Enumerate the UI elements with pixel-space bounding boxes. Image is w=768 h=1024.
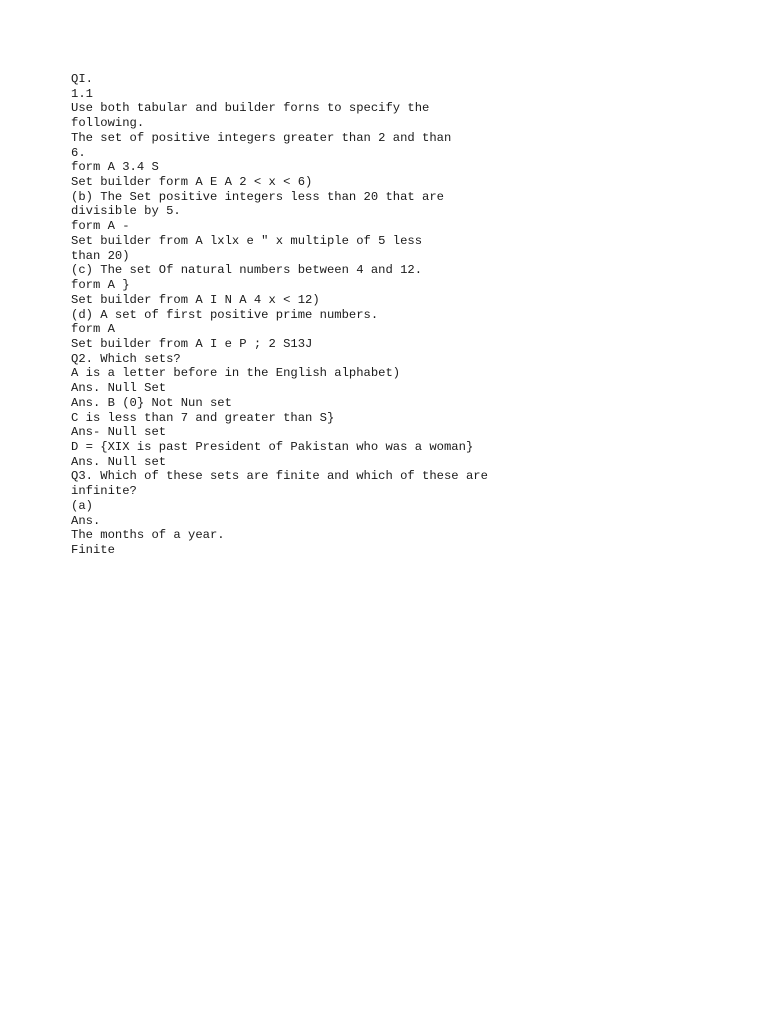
text-line: (b) The Set positive integers less than 20 that are bbox=[71, 189, 444, 204]
text-line: form A bbox=[71, 322, 115, 337]
text-line: form A } bbox=[71, 278, 130, 293]
text-line: than 20) bbox=[71, 248, 130, 263]
text-line: Set builder from A lxlx e " x multiple of 5 less bbox=[71, 233, 423, 248]
text-line: Q2. Which sets? bbox=[71, 351, 181, 366]
text-line: Ans. bbox=[71, 513, 101, 528]
text-line: Use both tabular and builder forns to specify the bbox=[71, 101, 430, 116]
text-line: divisible by 5. bbox=[71, 204, 181, 219]
text-line: Finite bbox=[71, 543, 115, 557]
text-line: following. bbox=[71, 116, 145, 131]
text-line: C is less than 7 and greater than S} bbox=[71, 410, 335, 425]
text-line: (c) The set Of natural numbers between 4 and 12. bbox=[71, 263, 423, 278]
text-line: A is a letter before in the English alphabet) bbox=[71, 366, 401, 381]
text-line: Set builder form A E A 2 < x < 6) bbox=[71, 175, 313, 190]
text-line: Set builder from A I N A 4 x < 12) bbox=[71, 292, 320, 307]
text-line: Ans. B (0} Not Nun set bbox=[71, 395, 232, 410]
text-line: Ans- Null set bbox=[71, 425, 167, 440]
text-line: (a) bbox=[71, 498, 93, 513]
text-line: infinite? bbox=[71, 484, 137, 499]
text-line: form A - bbox=[71, 219, 130, 234]
text-line: form A 3.4 S bbox=[71, 160, 159, 175]
text-line: Set builder from A I e P ; 2 S13J bbox=[71, 336, 313, 351]
text-line: 1.1 bbox=[71, 86, 93, 101]
text-line: (d) A set of first positive prime numbers. bbox=[71, 307, 379, 322]
text-line: The months of a year. bbox=[71, 528, 225, 543]
text-line: Q3. Which of these sets are finite and which of these are bbox=[71, 469, 488, 484]
document-body bbox=[71, 72, 731, 558]
text-line: 6. bbox=[71, 145, 86, 160]
text-line: The set of positive integers greater than 2 and than bbox=[71, 130, 452, 145]
text-line: D = {XIX is past President of Pakistan who was a woman} bbox=[71, 439, 474, 454]
text-line: Ans. Null set bbox=[71, 454, 167, 469]
text-line: QI. bbox=[71, 72, 93, 86]
text-line: Ans. Null Set bbox=[71, 381, 167, 396]
